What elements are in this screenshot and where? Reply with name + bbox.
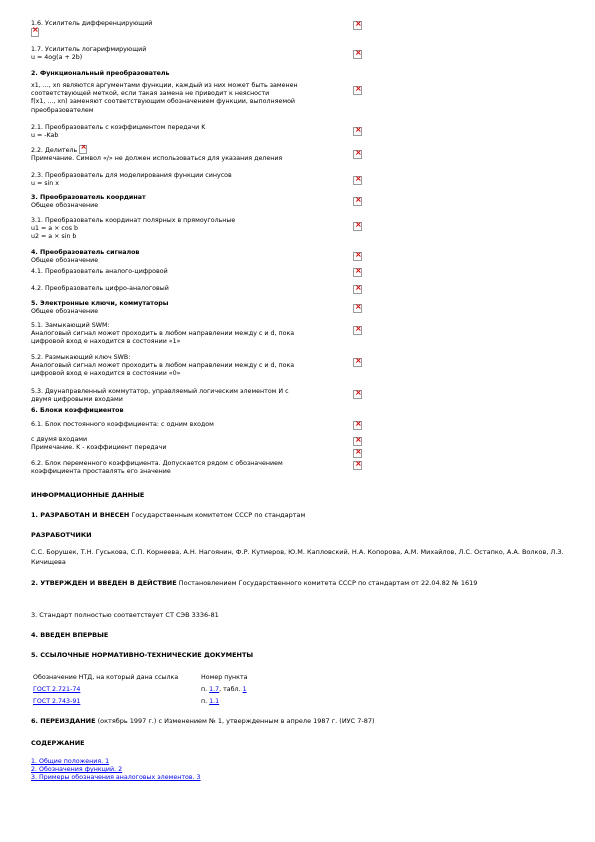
entry-1-7 [31, 46, 337, 62]
entry-formula: u = 4og(a + 2b) [31, 54, 83, 62]
entry-text: 3.1. Преобразователь координат полярных в прямоугольные [31, 217, 236, 224]
toc-link[interactable]: 2. Обозначения функций. 2 [31, 766, 123, 773]
entry-text: 1.7. Усилитель логарифмирующий [31, 46, 147, 53]
entry-4-1 [31, 268, 337, 276]
entry-3-1 [31, 217, 337, 242]
entry-text: 5.1. Замыкающий SWM: [31, 322, 110, 329]
section-heading: 6. Блоки коэффициентов [31, 407, 124, 414]
info-item-label: 6. ПЕРЕИЗДАНИЕ [31, 717, 96, 725]
entry-text: цифровой вход e находится в состоянии «0» [31, 370, 181, 378]
entry-2-note [31, 82, 337, 115]
entry-1-6 [31, 20, 337, 38]
section-heading: 3. Преобразователь координат [31, 194, 146, 201]
info-item-text: Государственным комитетом СССР по стандартам [129, 511, 306, 519]
clause-link[interactable]: 1.1 [209, 698, 220, 705]
entry-text: 4.1. Преобразователь аналого-цифровой [31, 268, 168, 275]
column-header: Обозначение НТД, на который дана ссылка [33, 674, 179, 681]
info-item-5: 5. ССЫЛОЧНЫЕ НОРМАТИВНО-ТЕХНИЧЕСКИЕ ДОКУМЕНТЫ [31, 651, 254, 659]
entry-text: двумя цифровыми входами [31, 396, 123, 404]
entry-formula: u2 = a × sin b [31, 233, 77, 241]
broken-image-icon [353, 449, 362, 458]
entry-5-1 [31, 322, 337, 347]
entry-6-1 [31, 421, 337, 429]
entry-text: 5.3. Двунаправленный коммутатор, управляемый логическим элементом И с [31, 388, 289, 395]
info-heading: ИНФОРМАЦИОННЫЕ ДАННЫЕ [31, 491, 145, 499]
entry-text: 2.2. Делитель [31, 147, 78, 154]
entry-text: 6.1. Блок постоянного коэффициента: с одним входом [31, 421, 214, 428]
info-item-3: 3. Стандарт полностью соответствует СТ СЭВ 3336-81 [31, 611, 219, 619]
section-heading: 2. Функциональный преобразователь [31, 70, 170, 77]
developers-heading: РАЗРАБОТЧИКИ [31, 531, 92, 539]
clause-prefix: п. [201, 686, 210, 693]
entry-text: x1, ..., xn являются аргументами функции, каждый из них может быть заменен [31, 82, 298, 89]
info-item-2 [31, 578, 571, 588]
entry-text: цифровой вход e находится в состоянии «1» [31, 338, 181, 346]
toc-heading: СОДЕРЖАНИЕ [31, 739, 85, 747]
broken-image-icon [353, 150, 362, 159]
entry-text: f(x1, ..., xn) заменяют соответствующим обозначением функции, выполняемой [31, 98, 296, 106]
broken-image-icon [31, 28, 39, 37]
broken-image-icon [353, 127, 362, 136]
clause-cell [201, 684, 247, 696]
entry-2-2 [31, 145, 337, 163]
section-heading: 5. Электронные ключи, коммутаторы [31, 300, 169, 307]
broken-image-icon [353, 304, 362, 313]
entry-text: соответствующей меткой, если такая замена не приводит к неясности [31, 90, 270, 98]
broken-image-icon [353, 421, 362, 430]
entry-formula: u = -Kab [31, 132, 59, 140]
entry-text: 5.2. Размыкающий ключ SWB: [31, 354, 131, 361]
column-header: Номер пункта [201, 674, 248, 681]
broken-image-icon [353, 222, 362, 231]
entry-6 [31, 407, 337, 415]
broken-image-icon [353, 86, 362, 95]
toc-link[interactable]: 1. Общие положения. 1 [31, 758, 110, 765]
entry-text: 1.6. Усилитель дифференцирующий [31, 20, 153, 27]
broken-image-icon [353, 390, 362, 399]
entry-5-3 [31, 388, 337, 404]
info-item-text: (октябрь 1997 г.) с Изменением № 1, утвержденным в апреле 1987 г. (ИУС 7-87) [95, 717, 375, 725]
section-heading: 4. Преобразователь сигналов [31, 249, 140, 256]
entry-text: Аналоговый сигнал может проходить в любом направлении между c и d, пока [31, 330, 295, 338]
table-link[interactable]: 1 [242, 686, 247, 693]
broken-image-icon [79, 145, 87, 154]
info-item-1 [31, 510, 571, 520]
entry-formula: u = sin x [31, 180, 60, 188]
clause-prefix: п. [201, 698, 210, 705]
entry-text: с двумя входами [31, 436, 88, 443]
entry-2-3 [31, 172, 337, 188]
entry-text: Общее обозначение [31, 257, 99, 265]
entry-4 [31, 249, 337, 265]
entry-2 [31, 70, 337, 78]
entry-formula: u1 = a × cos b [31, 225, 79, 233]
broken-image-icon [353, 268, 362, 277]
broken-image-icon [353, 461, 362, 470]
entry-3 [31, 194, 337, 210]
entry-text: 2.3. Преобразователь для моделирования функции синусов [31, 172, 232, 179]
clause-cell [201, 696, 219, 708]
info-item-label: 1. РАЗРАБОТАН И ВНЕСЕН [31, 511, 130, 519]
broken-image-icon [353, 50, 362, 59]
entry-text: 4.2. Преобразователь цифро-аналоговый [31, 285, 169, 292]
entry-text: коэффициента проставлять его значение [31, 468, 171, 476]
broken-image-icon [353, 197, 362, 206]
entry-text: Аналоговый сигнал может проходить в любом направлении между c и d, пока [31, 362, 295, 370]
entry-text: 6.2. Блок переменного коэффициента. Допускается рядом с обозначением [31, 460, 283, 467]
info-item-text: Постановлением Государственного комитета СССР по стандартам от 22.04.82 № 1619 [176, 579, 478, 587]
info-item-6 [31, 716, 571, 726]
entry-6-1-two-inputs [31, 436, 337, 452]
document-link[interactable]: ГОСТ 2.721-74 [33, 686, 81, 693]
broken-image-icon [353, 21, 362, 30]
entry-note: Примечание. K - коэффициент передачи [31, 444, 167, 452]
broken-image-icon [353, 285, 362, 294]
document-link[interactable]: ГОСТ 2.743-91 [33, 698, 81, 705]
entry-2-1 [31, 124, 337, 140]
info-item-4: 4. ВВЕДЕН ВПЕРВЫЕ [31, 631, 109, 639]
entry-6-2 [31, 460, 337, 476]
info-item-label: 2. УТВЕРЖДЕН И ВВЕДЕН В ДЕЙСТВИЕ [31, 579, 177, 587]
broken-image-icon [353, 358, 362, 367]
clause-link[interactable]: 1.7 [209, 686, 220, 693]
entry-4-2 [31, 285, 337, 293]
broken-image-icon [353, 176, 362, 185]
toc-link[interactable]: 3. Примеры обозначения аналоговых элементов. 3 [31, 774, 201, 781]
entry-5-2 [31, 354, 337, 379]
entry-5 [31, 300, 337, 316]
broken-image-icon [353, 252, 362, 261]
broken-image-icon [353, 437, 362, 446]
entry-text: Общее обозначение [31, 202, 99, 210]
entry-text: Общее обозначение [31, 308, 99, 316]
table-of-contents [31, 758, 201, 782]
clause-mid: , табл. [219, 686, 243, 693]
entry-text: преобразователем [31, 106, 94, 114]
developers-list: С.С. Борушек, Т.Н. Гуськова, С.П. Корнеева, А.Н. Нагоянин, Ф.Р. Кутиеров, Ю.М. Капловский, Н.А. Копорова, А.М. Михайлов, Л.С. Остапко, А.А. Волков, Л.З. Кичищева [31, 548, 564, 566]
entry-text: 2.1. Преобразователь с коэффициентом передачи K [31, 124, 206, 131]
entry-note: Примечание. Символ «/» не должен использоваться для указания деления [31, 155, 283, 163]
broken-image-icon [353, 326, 362, 335]
